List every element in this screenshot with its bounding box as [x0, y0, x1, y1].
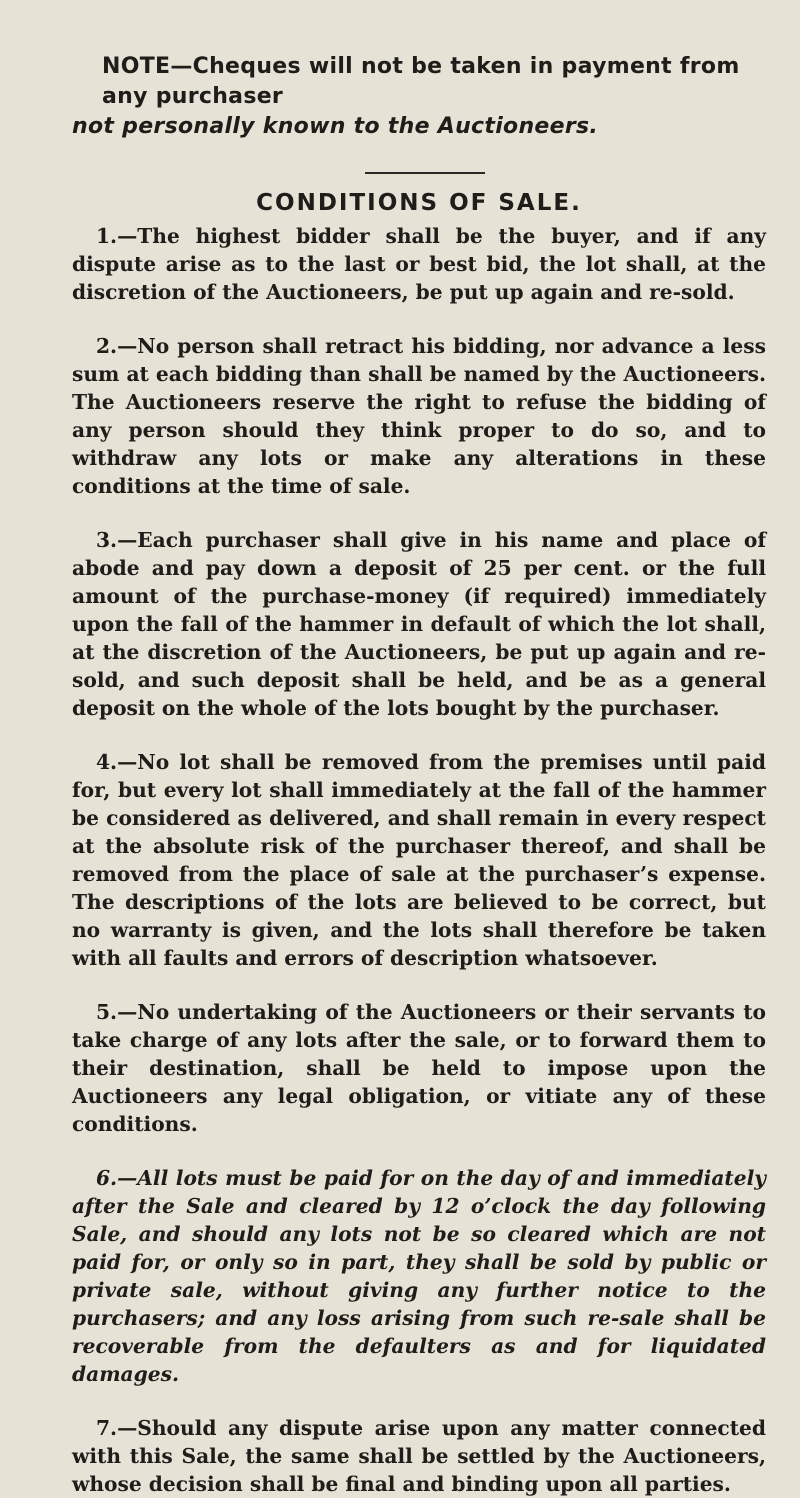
cheques-note — [72, 52, 766, 142]
condition-4: 4.—No lot shall be removed from the premises until paid for, but every lot shall immediately at the fall of the hammer be considered as delivered, and shall remain in every respect at the absolute risk of the purchaser thereof, and shall be removed from the place of sale at the purchaser’s expense. The descriptions of the lots are believed to be correct, but no warranty is given, and the lots shall therefore be taken with all faults and errors of description whatsoever. — [72, 750, 766, 970]
condition-6: 6.—All lots must be paid for on the day of and immediately after the Sale and cleared by 12 o’clock the day following Sale, and should any lots not be so cleared which are not paid for, or only so in part, they shall be sold by public or private sale, without giving any further notice to the purchasers; and any loss arising from such re-sale shall be recoverable from the defaulters as and for liquidated damages. — [72, 1166, 766, 1386]
condition-1: 1.—The highest bidder shall be the buyer, and if any dispute arise as to the last or best bid, the lot shall, at the discretion of the Auctioneers, be put up again and re-sold. — [72, 224, 766, 304]
divider-rule — [365, 172, 485, 174]
conditions-heading: CONDITIONS OF SALE. — [256, 190, 582, 216]
note-line-1: NOTE—Cheques will not be taken in payment from any purchaser — [102, 54, 740, 109]
note-line-2: not personally known to the Auctioneers. — [72, 114, 599, 139]
condition-3: 3.—Each purchaser shall give in his name and place of abode and pay down a deposit of 25 per cent. or the full amount of the purchase-money (if required) immediately upon the fall of the hammer in default of which the lot shall, at the discretion of the Auctioneers, be put up again and re-sold, and such deposit shall be held, and be as a general deposit on the whole of the lots bought by the purchaser. — [72, 528, 766, 720]
condition-5: 5.—No undertaking of the Auctioneers or their servants to take charge of any lots after the sale, or to forward them to their destination, shall be held to impose upon the Auctioneers any legal obligation, or vitiate any of these conditions. — [72, 1000, 766, 1136]
condition-2: 2.—No person shall retract his bidding, nor advance a less sum at each bidding than shall be named by the Auctioneers. The Auctioneers reserve the right to refuse the bidding of any person should they think proper to do so, and to withdraw any lots or make any alterations in these conditions at the time of sale. — [72, 334, 766, 498]
condition-7: 7.—Should any dispute arise upon any matter connected with this Sale, the same shall be settled by the Auctioneers, whose decision shall be final and binding upon all parties. — [72, 1416, 766, 1496]
